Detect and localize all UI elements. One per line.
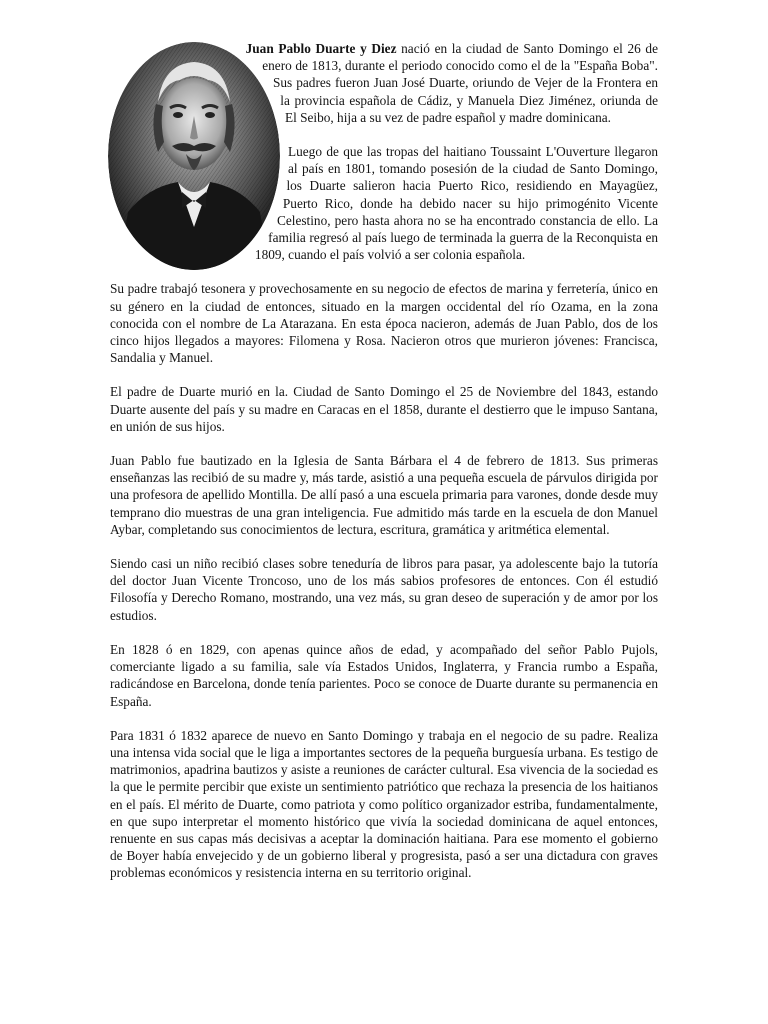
subject-name: Juan Pablo Duarte y Diez — [245, 41, 397, 56]
paragraph-4: El padre de Duarte murió en la. Ciudad de Santo Domingo el 25 de Noviembre del 1843, estando Duarte ausente del país y su madre en Caracas en el 1858, durante el destierro que le impuso Santana, en unión de sus hijos. — [110, 384, 658, 434]
paragraph-6: Siendo casi un niño recibió clases sobre teneduría de libros para pasar, ya adolescente bajo la tutoría del doctor Juan Vicente Troncoso, uno de los más sabios profesores de entonces. Con él estudió Filosofía y Derecho Romano, mostrando, una vez más, su gran deseo de superación y de amor por los estudios. — [110, 556, 658, 623]
paragraph-3: Su padre trabajó tesonera y provechosamente en su negocio de efectos de marina y ferretería, único en su género en la ciudad de entonces, situado en la margen occidental del río Ozama, en la zona conocida con el nombre de La Atarazana. En esta época nacieron, además de Juan Pablo, dos de los cinco hijos llegados a mayores: Filomena y Rosa. Nacieron otros que murieron jóvenes: Francisca, Sandalia y Manuel. — [110, 281, 658, 366]
paragraph-intro-text: nació en la ciudad de Santo Domingo el 26 de enero de 1813, durante el periodo conocido como el de la "España Boba". Sus padres fueron Juan José Duarte, oriundo de Vejer de la Frontera en la provincia española de Cádiz, y Manuela Diez Jiménez, oriunda de El Seibo, hija a su vez de padre español y madre dominicana. — [262, 41, 658, 125]
portrait-engraving — [108, 42, 280, 270]
paragraph-8: Para 1831 ó 1832 aparece de nuevo en Santo Domingo y trabaja en el negocio de su padre. Realiza una intensa vida social que le liga a importantes sectores de la pequeña burguesía urbana. Es testigo de matrimonios, apadrina bautizos y asiste a reuniones de carácter cultural. Esa vivencia de la sociedad es la que le permite percibir que existe un sentimiento patriótico que rechaza la presencia de los haitianos en el país. El mérito de Duarte, como patriota y como político organizador estriba, fundamentalmente, en que supo interpretar el momento histórico que vivía la sociedad dominicana de aquel entonces, renuente en sus capas más decisivas a aceptar la dominación haitiana. Para ese momento el gobierno de Boyer había envejecido y de un gobierno liberal y progresista, pasó a ser una dictadura con graves problemas económicos y resistencia interna en su territorio original. — [110, 727, 658, 881]
paragraph-2: Luego de que las tropas del haitiano Toussaint L'Ouverture llegaron al país en 1801, tomando posesión de la ciudad de Santo Domingo, los Duarte salieron hacia Puerto Rico, residiendo en Mayagüez, Puerto Rico, donde ha debido nacer su hijo primogénito Vicente Celestino, pero hasta ahora no se ha encontrado constancia de ello. La familia regresó al país luego de terminada la guerra de la Reconquista en 1809, cuando el país volvió a ser colonia española. — [254, 144, 658, 263]
portrait-image — [108, 42, 280, 270]
paragraph-7: En 1828 ó en 1829, con apenas quince años de edad, y acompañado del señor Pablo Pujols, comerciante ligado a su familia, sale vía Estados Unidos, Inglaterra, y Francia rumbo a España, radicándose en Barcelona, donde tenía parientes. Poco se conoce de Duarte durante su permanencia en España. — [110, 641, 658, 709]
paragraph-5: Juan Pablo fue bautizado en la Iglesia de Santa Bárbara el 4 de febrero de 1813. Sus primeras enseñanzas las recibió de su madre y, más tarde, asistió a una pequeña escuela de párvulos dirigida por una profesora de apellido Montilla. De allí pasó a una escuela primaria para varones, donde desde muy temprano dio muestras de una gran inteligencia. Fue admitido más tarde en la escuela de don Manuel Aybar, completando sus conocimientos de lectura, escritura, gramática y aritmética elemental. — [110, 453, 658, 537]
